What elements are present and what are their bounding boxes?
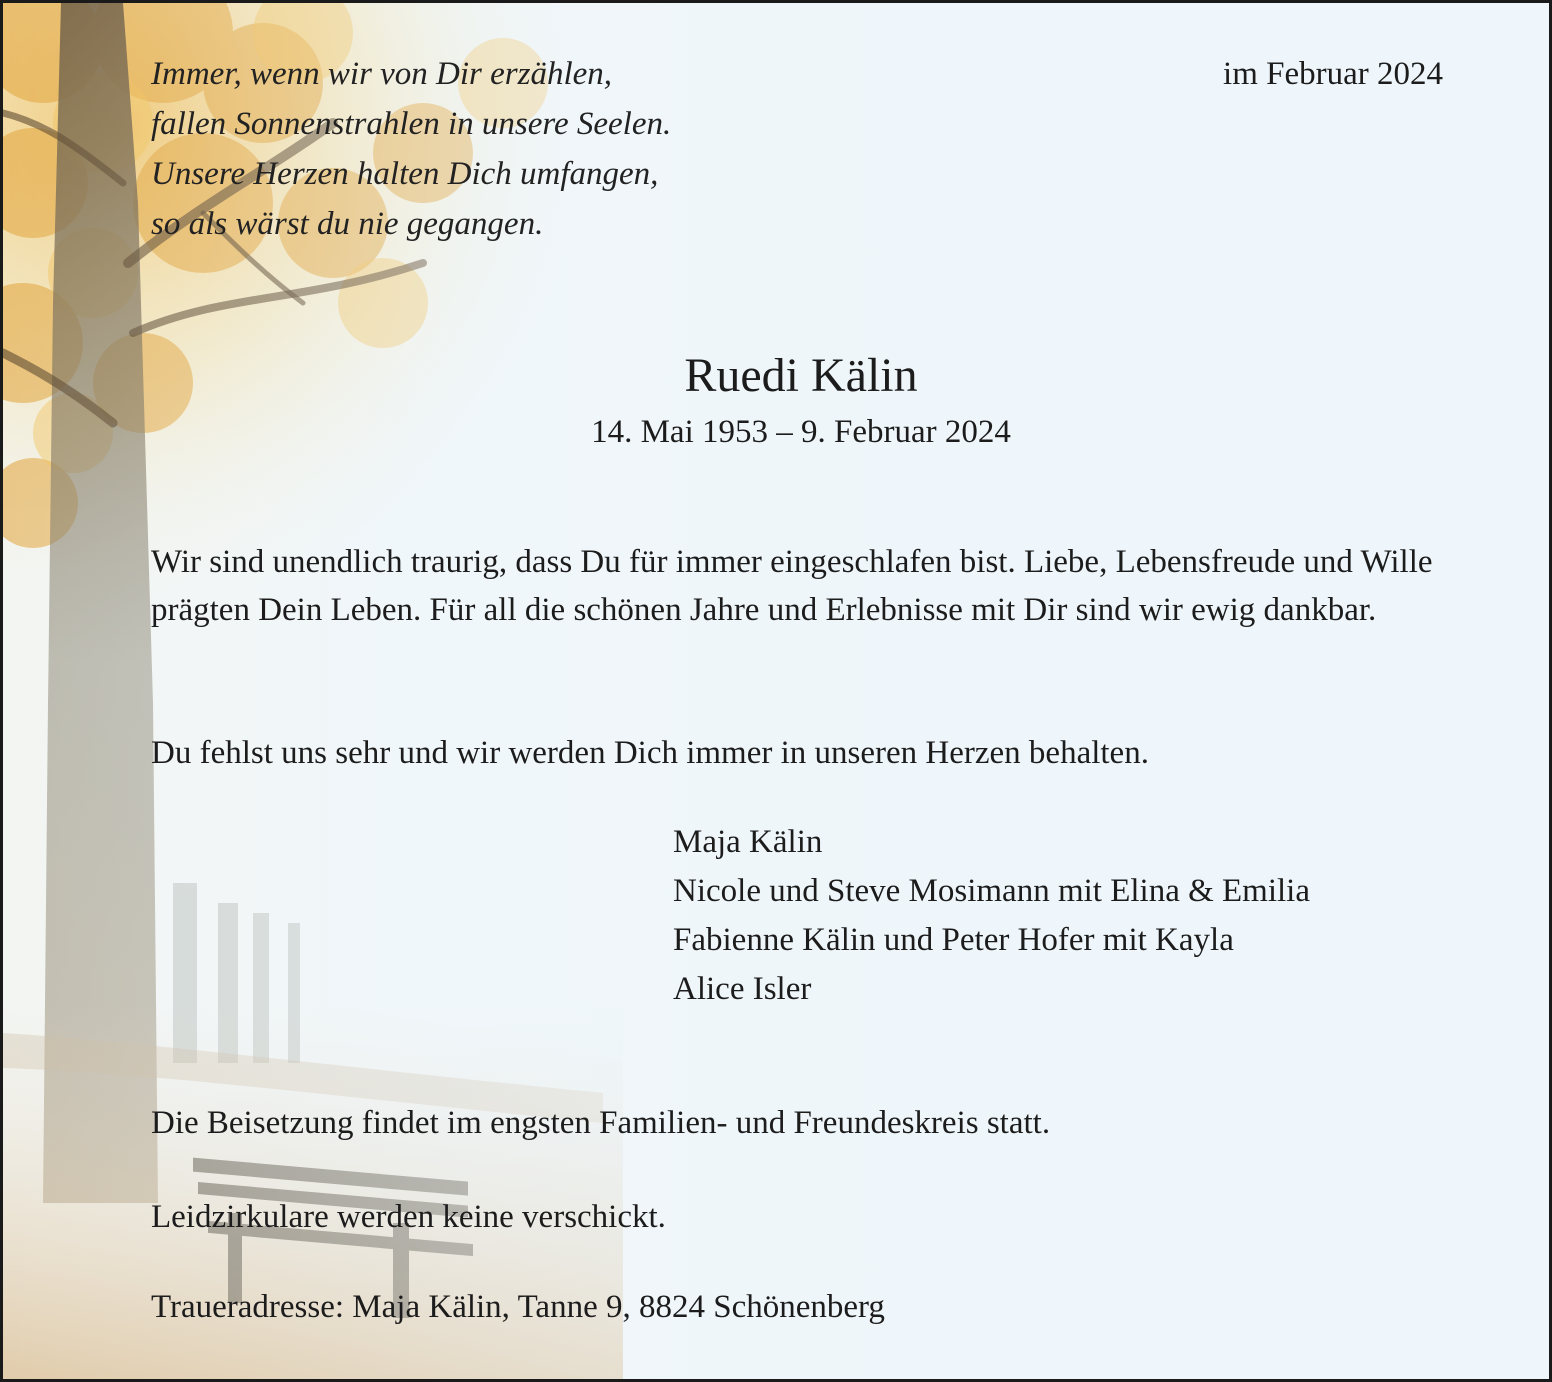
mourners-list [673,818,1310,1014]
message-paragraph: Wir sind unendlich traurig, dass Du für immer eingeschlafen bist. Liebe, Lebensfreude und Wille prägten Dein Leben. Für all die schönen Jahre und Erlebnisse mit Dir sind wir ewig dankbar. [151,544,1433,628]
mourner-name: Nicole und Steve Mosimann mit Elina & Emilia [673,873,1310,909]
publication-date: im Februar 2024 [1223,56,1443,92]
no-letters-note: Leidzirkulare werden keine verschickt. [151,1199,666,1235]
poem-line: Immer, wenn wir von Dir erzählen, [151,56,613,92]
poem-line: fallen Sonnenstrahlen in unsere Seelen. [151,106,672,142]
poem-line: Unsere Herzen halten Dich umfangen, [151,156,659,192]
message-paragraph-2: Du fehlst uns sehr und wir werden Dich immer in unseren Herzen behalten. [151,735,1149,771]
life-dates: 14. Mai 1953 – 9. Februar 2024 [591,414,1011,450]
mourner-name: Alice Isler [673,971,812,1007]
mourner-name: Fabienne Kälin und Peter Hofer mit Kayla [673,922,1234,958]
mourning-address: Traueradresse: Maja Kälin, Tanne 9, 8824 Schönenberg [151,1289,885,1325]
deceased-name: Ruedi Kälin [684,349,918,402]
mourner-name: Maja Kälin [673,824,823,860]
burial-note: Die Beisetzung findet im engsten Familien- und Freundeskreis statt. [151,1105,1051,1141]
poem-line: so als wärst du nie gegangen. [151,206,544,242]
memorial-poem [151,49,671,249]
